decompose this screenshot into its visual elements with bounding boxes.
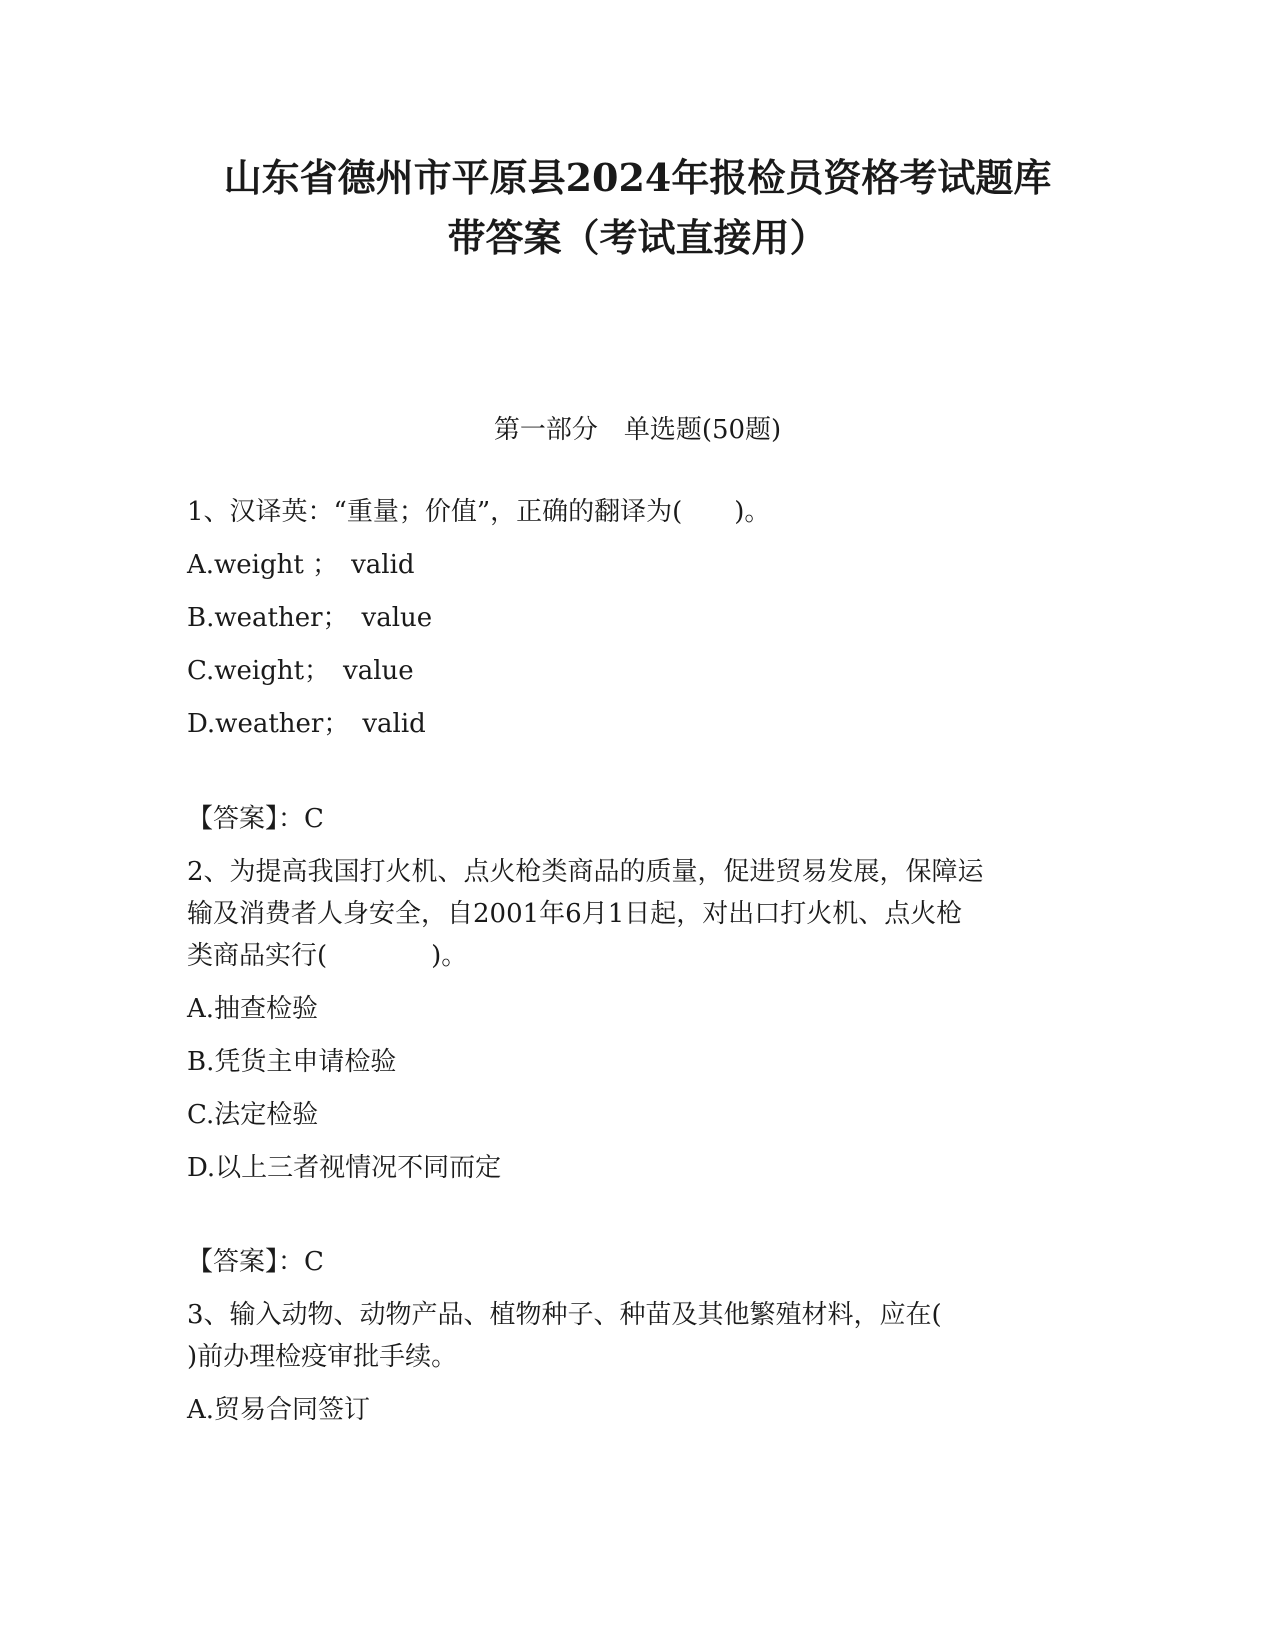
question-1-option-d: D.weather； valid	[187, 709, 426, 739]
document-title-line-1: 山东省德州市平原县2024年报检员资格考试题库	[223, 155, 1052, 200]
question-3-stem-line-1: 3、输入动物、动物产品、植物种子、种苗及其他繁殖材料，应在(	[187, 1300, 942, 1330]
question-2-stem-line-3: 类商品实行( )。	[187, 941, 468, 971]
question-1-option-a: A.weight ； valid	[187, 550, 415, 580]
question-2-answer: 【答案】：C	[187, 1247, 324, 1277]
question-1-stem: 1、汉译英：“重量；价值”，正确的翻译为( )。	[187, 497, 771, 527]
question-3-stem-line-2: )前办理检疫审批手续。	[187, 1342, 458, 1372]
question-2-option-d: D.以上三者视情况不同而定	[187, 1153, 502, 1183]
document-title-line-2: 带答案（考试直接用）	[447, 215, 828, 260]
question-1-option-b: B.weather； value	[187, 603, 433, 633]
question-2-stem-line-2: 输及消费者人身安全，自2001年6月1日起，对出口打火机、点火枪	[187, 899, 963, 929]
question-2-option-c: C.法定检验	[187, 1100, 319, 1130]
question-1-answer: 【答案】：C	[187, 804, 324, 834]
question-1-option-c: C.weight； value	[187, 656, 414, 686]
question-2-stem-line-1: 2、为提高我国打火机、点火枪类商品的质量，促进贸易发展，保障运	[187, 857, 984, 887]
question-2-option-a: A.抽查检验	[187, 994, 319, 1024]
question-2-option-b: B.凭货主申请检验	[187, 1047, 397, 1077]
question-3-option-a: A.贸易合同签订	[187, 1395, 371, 1425]
section-heading: 第一部分 单选题(50题)	[493, 415, 782, 445]
